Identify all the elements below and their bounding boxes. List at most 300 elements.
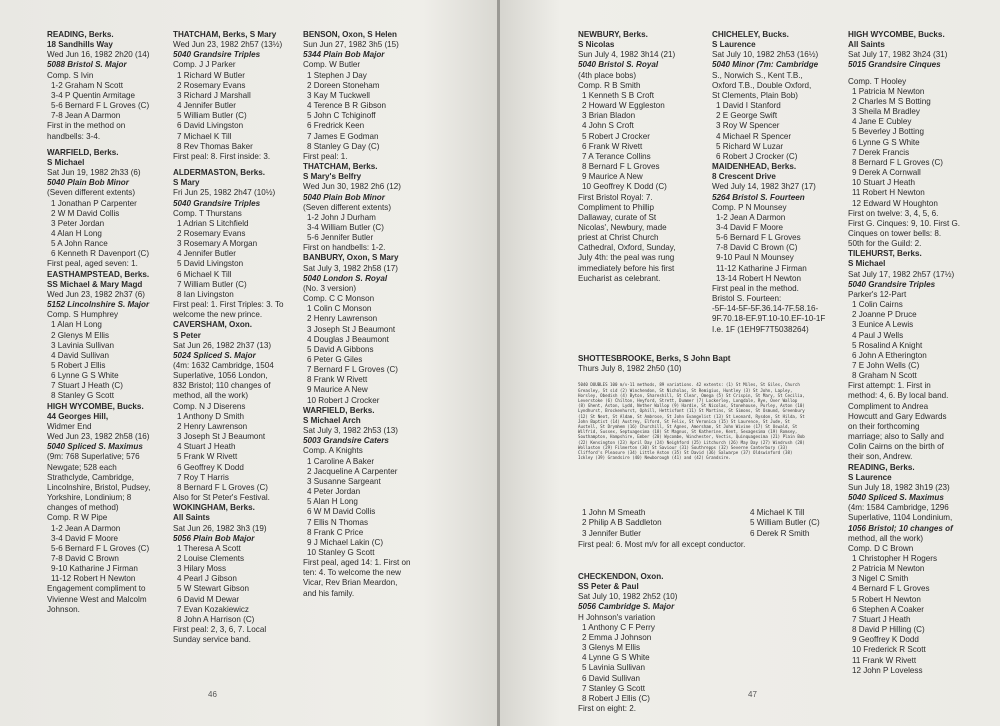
peal-dedication: SS Peter & Paul xyxy=(578,582,639,592)
ringer-line: 10 Stuart J Heath xyxy=(852,178,915,188)
ringer-line: 3 Eunice A Lewis xyxy=(852,320,914,330)
ringer-line: 11 Frank W Rivett xyxy=(852,655,917,665)
ringer-line: 8 Ian Livingston xyxy=(177,289,234,299)
ringer-line: 4 John S Croft xyxy=(582,121,634,131)
ringer-line: 3 Joseph St J Beaumont xyxy=(177,432,266,442)
text-line: Strathclyde, Cambridge, xyxy=(47,472,134,482)
text-line: their son, Andrew. xyxy=(848,452,913,462)
peal-location: WARFIELD, Berks. xyxy=(303,405,375,415)
ringer-line: 5-6 Jennifer Butler xyxy=(307,233,374,243)
text-line: First G. Cinques: 9, 10. First G. xyxy=(848,218,960,228)
ringer-line: 1 Stephen J Day xyxy=(307,70,367,80)
text-line: Eucharist as celebrant. xyxy=(578,273,661,283)
checkendon-block xyxy=(578,572,708,714)
ringer-line: 11-12 Robert H Newton xyxy=(51,574,136,584)
text-line: First attempt: 1. First in xyxy=(848,381,931,391)
ringer-line: 2 Patricia M Newton xyxy=(852,564,925,574)
text-line: Sat July 17, 1982 3h24 (31) xyxy=(848,50,948,60)
peal-method: 5015 Grandsire Cinques xyxy=(848,60,941,70)
text-line: Comp. A Knights xyxy=(303,446,363,456)
shottesbrooke-date: Thurs July 8, 1982 2h50 (10) xyxy=(578,364,682,374)
ringer-line: 9 Maurice A New xyxy=(582,172,643,182)
peal-location: WOKINGHAM, Berks. xyxy=(173,503,255,513)
peal-location: WARFIELD, Berks. xyxy=(47,147,119,157)
text-line: Yorkshire, Londinium; 8 xyxy=(47,493,132,503)
peal-method: 5040 Spliced S. Maximus xyxy=(47,442,143,452)
ringer-line: 5 William Butler (C) xyxy=(177,111,247,121)
peal-dedication: All Saints xyxy=(173,513,210,523)
ringer-line: 7 Stanley G Scott xyxy=(582,683,645,693)
text-line: Sun Jun 27, 1982 3h5 (15) xyxy=(303,40,399,50)
text-line: priest at Christ Church xyxy=(578,233,659,243)
ringer-line: 6 David M Dewar xyxy=(177,594,240,604)
ringer-line: 9-10 Katharine J Firman xyxy=(51,564,138,574)
peal-dedication: S Nicolas xyxy=(578,40,615,50)
text-line: Bristol S. Fourteen: xyxy=(712,294,782,304)
right-column-3 xyxy=(848,30,978,676)
ringer-line: 6 Stephen A Coaker xyxy=(852,604,924,614)
peal-location: THATCHAM, Berks, S Mary xyxy=(173,30,277,39)
text-line: First peal: 1. First Triples: 3. To xyxy=(173,300,284,310)
text-line: and his family. xyxy=(303,588,355,598)
ringer-line: 7 A Terance Collins xyxy=(582,151,651,161)
text-line: Newgate; 528 each xyxy=(47,462,117,472)
ringer-line: 5-6 Bernard F L Groves (C) xyxy=(51,101,150,111)
peal-location: CAVERSHAM, Oxon. xyxy=(173,320,252,330)
peal-dedication: S Michael xyxy=(47,157,85,167)
peal-location: NEWBURY, Berks. xyxy=(578,30,648,39)
peal-dedication: S Peter xyxy=(173,330,201,340)
text-line: Oxford T.B., Double Oxford, xyxy=(712,80,812,90)
peal-method: 5040 Grandsire Triples xyxy=(173,50,261,60)
text-line: Comp. W Butler xyxy=(303,60,361,70)
ringer-line: 8 Bernard F L Groves (C) xyxy=(177,482,269,492)
ringer-line: 4 Michael K Till xyxy=(750,508,805,518)
ringer-line: 6 Geoffrey K Dodd xyxy=(177,462,244,472)
text-line: Sat Jun 26, 1982 3h3 (19) xyxy=(173,523,267,533)
text-line: Also for St Peter's Festival. xyxy=(173,493,270,503)
text-line: Sat Jun 26, 1982 2h37 (13) xyxy=(173,340,272,350)
text-line: method: 4, 6. By local band. xyxy=(848,391,949,401)
ringer-line: 1-2 John J Durham xyxy=(307,212,376,222)
text-line: Compliment to Andrea xyxy=(848,401,929,411)
left-page xyxy=(0,0,498,726)
ringer-line: 8 Stanley G Scott xyxy=(51,391,114,401)
text-line: welcome the new prince. xyxy=(173,310,263,320)
text-line: (Seven different extents) xyxy=(303,202,392,212)
ringer-line: 10 Geoffrey K Dodd (C) xyxy=(582,182,667,192)
text-line: Wed Jun 16, 1982 2h20 (14) xyxy=(47,50,150,60)
peal-dedication: S Michael xyxy=(848,259,886,269)
text-line: Vicar, Rev Brian Meardon, xyxy=(303,578,398,588)
ringer-line: 5 Robert J Crocker xyxy=(582,131,650,141)
text-line: S., Norwich S., Kent T.B., xyxy=(712,70,803,80)
ringer-line: 5 William Butler (C) xyxy=(750,518,820,528)
text-line: (4th place bobs) xyxy=(578,70,637,80)
methods-text: 5040 DOUBLES 100 m/v-11 methods, 89 variations. 42 extents: (1) St Miles, St Giles, Church Greasley, St sid (2) Winchendon, St Nicholas, St Remigius, Huntley (3) St John, Lapley, Horsley, Obedish (4) Byton, Shareshill, St Clear, Omega (5) St Crispin, St Mary, St Cecilia, Leverstoke (6) Chilton, Heyford, Strett, Dummer (7) Lockerley, Longdale, Rye, Over Wallop (8) Ghent, Aston, Lydd, Nether Wallop (9) Hardie, St Nicolas, Stonehouse, Purley, Aston (10) Lyndhurst, Brockenhurst, Ophill, Hettisfont (11) St Martins, St Simons, St Osmund, Greenbury (12) St Neot, St Aldam, St Ambrose, St John Evangelist (13) St Leonard, Rysdon, St Hilda, St John Baptist (14) Austrey, Elford, St Felix, St Veronica (15) St Laurence, St Jude, St Austell, St Drymhem (16) Churchill, St Agnes, Amersham, St John Wivine (17) St Oswald, St Wilfrid, Sussex, Septuagesima (18) St Magnus, St Katherine, Kent, Sexagesima (19) Romsey, Southampton, Hampshire, Ember (20) Wycombe, Winchester, Vectis, Quinquagesima (21) Plain Bob (22) Kensington (23) April Day (24) Neighford (25) Litchurch (26) May Day (27) Windrush (28) Wollaston (29) Filmerton (30) St Saviour (31) Southrepps (32) Severne Canterbury (33) Clifford's Pleasure (34) Little Aston (35) St David (36) Salwarpe (37) Oldswinford (38) Ickley (39) Grandsire (40) Newborough (41) and (42) Grandsire. xyxy=(578,382,805,461)
ringer-line: 1 Colin Cairns xyxy=(852,300,903,310)
text-line: Sun July 18, 1982 3h19 (23) xyxy=(848,482,950,492)
ringer-line: 1 Richard W Butler xyxy=(177,70,245,80)
text-line: (9m: 768 Superlative; 576 xyxy=(47,452,140,462)
ringer-line: 3 Lavinia Sullivan xyxy=(51,340,114,350)
ringer-line: 4 Peter Jordan xyxy=(307,487,361,497)
ringer-line: 9 Maurice A New xyxy=(307,385,368,395)
peal-location: READING, Berks. xyxy=(848,462,915,472)
ringer-line: 1 Caroline A Baker xyxy=(307,456,375,466)
text-line: H Johnson's variation xyxy=(578,612,656,622)
text-line: Compliment to Phillip xyxy=(578,202,655,212)
peal-method: 5040 Plain Bob Minor xyxy=(47,178,129,188)
text-line: I.e. 1F (1EH9F7T5038264) xyxy=(712,324,809,334)
text-line: Vivienne West and Malcolm xyxy=(47,594,147,604)
ringer-line: 3 Kay M Tuckwell xyxy=(307,90,370,100)
ringer-line: 2 Glenys M Ellis xyxy=(51,330,110,340)
peal-method: 5088 Bristol S. Major xyxy=(47,60,127,70)
text-line: Engagement compliment to xyxy=(47,584,146,594)
ringer-line: 1 Patricia M Newton xyxy=(852,86,925,96)
text-line: Parker's 12-Part xyxy=(848,289,907,299)
ringer-line: 6 Robert J Crocker (C) xyxy=(716,151,798,161)
ringer-line: 7 William Butler (C) xyxy=(177,279,247,289)
ringer-line: 7 Stuart J Heath (C) xyxy=(51,381,123,391)
ringer-line: 3-4 David F Moore xyxy=(51,533,119,543)
text-line: method, all the work) xyxy=(173,391,249,401)
peal-method: 5264 Bristol S. Fourteen xyxy=(712,192,805,202)
text-line: First on twelve: 3, 4, 5, 6. xyxy=(848,208,939,218)
text-line: First peal, aged 14: 1. First on xyxy=(303,558,411,568)
ringer-line: 4 Douglas J Beaumont xyxy=(307,334,389,344)
ringer-line: 3 Rosemary A Morgan xyxy=(177,239,258,249)
text-line: 832 Bristol; 110 changes of xyxy=(173,381,271,391)
ringer-line: 3 Sheila M Bradley xyxy=(852,107,920,117)
ringer-line: 5 David Livingston xyxy=(177,259,244,269)
ringer-line: 5 Frank W Rivett xyxy=(177,452,238,462)
ringer-line: 4 Michael R Spencer xyxy=(716,131,792,141)
text-line: immediately before his first xyxy=(578,263,675,273)
text-line: method, all the work) xyxy=(848,533,924,543)
ringer-line: 8 Bernard F L Groves (C) xyxy=(852,157,944,167)
text-line: Sat July 17, 1982 2h57 (17½) xyxy=(848,269,955,279)
ringer-line: 8 Bernard F L Groves xyxy=(582,162,660,172)
text-line: First peal in the method. xyxy=(712,283,799,293)
text-line: First in the method on xyxy=(47,121,126,131)
text-line: handbells: 3-4. xyxy=(47,131,101,141)
peal-method: 5003 Grandsire Caters xyxy=(303,436,389,446)
text-line: First peal: 2, 3, 6, 7. Local xyxy=(173,625,267,635)
ringer-line: 6 John A Etherington xyxy=(852,350,927,360)
ringer-line: 2 Jacqueline A Carpenter xyxy=(307,466,398,476)
ringer-line: 5 Alan H Long xyxy=(307,497,358,507)
ringer-line: 4 Stuart J Heath xyxy=(177,442,236,452)
peal-method: 5024 Spliced S. Major xyxy=(173,350,256,360)
text-line: First peal, aged seven: 1. xyxy=(47,259,138,269)
ringer-line: 3 Joseph St J Beaumont xyxy=(307,324,396,334)
peal-location: BENSON, Oxon, S Helen xyxy=(303,30,397,39)
shottesbrooke-methods xyxy=(578,382,806,502)
ringer-line: 6 David Sullivan xyxy=(582,673,641,683)
ringer-line: 1 John M Smeath xyxy=(582,508,646,518)
ringer-line: 7-8 David C Brown (C) xyxy=(716,243,798,253)
peal-method: 5344 Plain Bob Major xyxy=(303,50,385,60)
text-line: (4m: 1584 Cambridge, 1296 xyxy=(848,503,949,513)
text-line: on their forthcoming xyxy=(848,421,920,431)
ringer-line: 4 Alan H Long xyxy=(51,228,102,238)
text-line: Comp. P N Mounsey xyxy=(712,202,787,212)
text-line: Sat Jun 19, 1982 2h33 (6) xyxy=(47,168,141,178)
text-line: Superlative, 1056 London, xyxy=(173,371,268,381)
ringer-line: 1 Adrian S Litchfield xyxy=(177,218,249,228)
ringer-line: 5 Lavinia Sullivan xyxy=(582,663,645,673)
ringer-line: 7 E John Wells (C) xyxy=(852,361,920,370)
ringer-line: 3 Peter Jordan xyxy=(51,218,105,228)
peal-location: TILEHURST, Berks. xyxy=(848,249,922,259)
right-column-1 xyxy=(578,30,708,284)
ringer-line: 1 David I Stanford xyxy=(716,101,781,111)
ringer-line: 8 Frank C Price xyxy=(307,527,364,537)
ringer-line: 5-6 Bernard F L Groves (C) xyxy=(51,543,150,553)
ringer-line: 4 Bernard F L Groves xyxy=(852,584,930,594)
text-line: Widmer End xyxy=(47,421,92,431)
text-line: Sat July 10, 1982 2h52 (10) xyxy=(578,592,678,602)
text-line: Comp. N J Diserens xyxy=(173,401,246,411)
text-line: First Bristol Royal: 7. xyxy=(578,192,653,202)
ringer-line: 5-6 Bernard F L Groves xyxy=(716,233,801,243)
ringer-line: 2 Doreen Stoneham xyxy=(307,80,380,90)
ringer-line: 6 Lynne G S White xyxy=(51,371,119,381)
ringers-left xyxy=(578,508,662,538)
peal-location: READING, Berks. xyxy=(47,30,114,39)
text-line: Howcutt and Gary Edwards xyxy=(848,411,947,421)
ringer-line: 6 Fredrick Keen xyxy=(307,121,365,131)
ringer-line: 2 Emma J Johnson xyxy=(582,632,652,642)
ringer-line: 10 Stanley G Scott xyxy=(307,547,375,557)
text-line: First peal: 8. First inside: 3. xyxy=(173,151,271,161)
ringer-line: 1 Christopher H Rogers xyxy=(852,553,938,563)
peal-location: EASTHAMPSTEAD, Berks. xyxy=(47,269,150,279)
text-line: Wed Jun 23, 1982 2h57 (13½) xyxy=(173,40,283,50)
text-line: Wed Jun 23, 1982 2h37 (6) xyxy=(47,289,145,299)
text-line: Wed Jun 30, 1982 2h6 (12) xyxy=(303,182,401,192)
peal-dedication: S Laurence xyxy=(712,40,756,50)
ringer-line: 2 E George Swift xyxy=(716,111,778,121)
right-column-2 xyxy=(712,30,844,335)
text-line: Comp. T Thurstans xyxy=(173,208,242,218)
ringer-line: 7 Roy T Harris xyxy=(177,472,229,482)
text-line: Wed July 14, 1982 3h27 (17) xyxy=(712,182,816,192)
text-line: Dallaway, curate of St xyxy=(578,212,657,222)
peal-method: 5040 Spliced S. Maximus xyxy=(848,493,944,503)
text-line: Comp. D C Brown xyxy=(848,543,914,553)
text-line: Sat July 3, 1982 2h58 (17) xyxy=(303,263,398,273)
peal-location: ALDERMASTON, Berks. xyxy=(173,168,266,178)
ringer-line: 5 David A Gibbons xyxy=(307,344,374,354)
text-line: (Seven different extents) xyxy=(47,188,136,198)
peal-location: CHECKENDON, Oxon. xyxy=(578,572,664,581)
ringer-line: 2 Louise Clements xyxy=(177,553,245,563)
ringer-line: 4 David Sullivan xyxy=(51,350,110,360)
peal-dedication: S Mary's Belfry xyxy=(303,172,362,182)
text-line: Comp. T Hooley xyxy=(848,76,907,86)
text-line: marriage; also to Sally and xyxy=(848,432,944,442)
peal-location: HIGH WYCOMBE, Bucks. xyxy=(47,401,144,411)
peal-method: 1056 Bristol; 10 changes of xyxy=(848,523,953,533)
text-line: Comp. J J Parker xyxy=(173,60,236,70)
ringer-line: 1-2 Jean A Darmon xyxy=(716,212,786,222)
peal-method: 5040 London S. Royal xyxy=(303,273,388,283)
peal-method: 5040 Minor (7m: Cambridge xyxy=(712,60,819,70)
ringer-line: 3 Nigel C Smith xyxy=(852,574,909,584)
left-column-2 xyxy=(173,30,298,645)
text-line: Comp. R W Pipe xyxy=(47,513,108,523)
text-line: Nicolas', Newbury, made xyxy=(578,222,667,232)
ringer-line: 2 Joanne P Druce xyxy=(852,310,917,320)
ringer-line: 1 Anthony C F Perry xyxy=(582,622,655,632)
ringer-line: 9 Geoffrey K Dodd xyxy=(852,635,919,645)
ringer-line: 7 Bernard F L Groves (C) xyxy=(307,365,399,375)
ringer-line: 11 Robert H Newton xyxy=(852,188,925,198)
ringer-line: 2 Philip A B Saddleton xyxy=(582,518,662,528)
text-line: Sat July 10, 1982 2h53 (16½) xyxy=(712,50,819,60)
ringer-line: 6 Derek R Smith xyxy=(750,528,810,538)
ringer-line: 9 J Michael Lakin (C) xyxy=(307,537,384,547)
ringer-line: 8 John A Harrison (C) xyxy=(177,614,255,624)
ringer-line: 9-10 Paul N Mounsey xyxy=(716,253,794,263)
ringer-line: 4 Lynne G S White xyxy=(582,653,650,663)
ringer-line: 10 Robert J Crocker xyxy=(307,395,380,405)
ringer-line: 8 Robert J Ellis (C) xyxy=(582,693,650,703)
ringer-line: 5 Robert H Newton xyxy=(852,594,921,604)
text-line: Comp. S Humphrey xyxy=(47,310,119,320)
text-line: July 4th: the peal was rung xyxy=(578,253,675,263)
ringer-line: 5 Robert J Ellis xyxy=(51,361,106,370)
shottesbrooke-header: SHOTTESBROOKE, Berks, S John Bapt xyxy=(578,354,731,363)
peal-method: 5056 Plain Bob Major xyxy=(173,533,255,543)
peal-method: 5040 Grandsire Triples xyxy=(848,279,936,289)
shottesbrooke-block xyxy=(578,354,838,550)
ringer-line: 8 Stanley G Day (C) xyxy=(307,141,380,151)
ringer-line: 1 Kenneth S B Croft xyxy=(582,90,654,100)
ringer-line: 6 Frank W Rivett xyxy=(582,141,643,151)
ringer-line: 5 Richard W Luzar xyxy=(716,141,784,151)
ringer-line: 12 Edward W Houghton xyxy=(852,198,938,208)
ringer-line: 5 John C Tchiginoff xyxy=(307,111,376,121)
ringer-line: 1 Colin C Monson xyxy=(307,304,372,314)
text-line: -5F-14-5F-5F.36.14-7F.58.16- xyxy=(712,304,819,314)
ringer-line: 5 Beverley J Botting xyxy=(852,127,924,137)
ringer-line: 1 Alan H Long xyxy=(51,320,102,330)
ringer-line: 2 Henry Lawrenson xyxy=(177,421,248,431)
left-column-3 xyxy=(303,30,428,599)
ringer-line: 7-8 David C Brown xyxy=(51,553,119,563)
ringer-line: 6 W M David Collis xyxy=(307,507,376,517)
text-line: (4m: 1632 Cambridge, 1504 xyxy=(173,361,274,370)
text-line: (No. 3 version) xyxy=(303,283,357,293)
ringer-line: 6 Peter G Giles xyxy=(307,355,363,364)
ringer-line: 4 Terence B R Gibson xyxy=(307,101,387,111)
ringer-line: 6 Lynne G S White xyxy=(852,137,920,147)
ringer-line: 1 Anthony D Smith xyxy=(177,411,245,421)
ringer-line: 3-4 P Quentin Armitage xyxy=(51,90,135,100)
text-line: Cathedral, Oxford, Sunday, xyxy=(578,243,676,253)
ringer-line: 3 Susanne Sargeant xyxy=(307,476,381,486)
ringer-line: 3 Richard J Marshall xyxy=(177,90,251,100)
ringer-line: 7 Derek Francis xyxy=(852,147,910,157)
peal-dedication: 8 Crescent Drive xyxy=(712,172,776,182)
ringer-line: 7 Michael K Till xyxy=(177,131,232,141)
peal-dedication: 44 Georges Hill, xyxy=(47,411,109,421)
ringer-line: 2 Charles M S Botting xyxy=(852,96,931,106)
peal-location: THATCHAM, Berks. xyxy=(303,162,378,172)
text-line: 9F.70.18-EF.9T.10-10.EF-10-1F xyxy=(712,314,826,324)
shottesbrooke-ringers xyxy=(578,508,838,540)
peal-method: 5040 Grandsire Triples xyxy=(173,198,261,208)
ringer-line: 4 Jennifer Butler xyxy=(177,249,236,259)
ringer-line: 7 Evan Kozakiewicz xyxy=(177,604,249,614)
peal-dedication: 18 Sandhills Way xyxy=(47,40,113,50)
peal-dedication: S Mary xyxy=(173,178,200,188)
ringer-line: 1 Jonathan P Carpenter xyxy=(51,198,137,208)
text-line: Wed Jun 23, 1982 2h58 (16) xyxy=(47,432,150,442)
ringer-line: 2 Howard W Eggleston xyxy=(582,101,665,111)
ringer-line: 3-4 William Butler (C) xyxy=(307,222,384,232)
ringer-line: 11-12 Katharine J Firman xyxy=(716,263,807,273)
text-line: changes of method) xyxy=(47,503,119,513)
text-line: Comp. S Ivin xyxy=(47,70,94,80)
peal-location: CHICHELEY, Bucks. xyxy=(712,30,789,39)
ringer-line: 12 John P Loveless xyxy=(852,665,923,675)
ringer-line: 4 Pearl J Gibson xyxy=(177,574,237,584)
text-line: Superlative, 1104 Londinium, xyxy=(848,513,953,523)
text-line: Johnson. xyxy=(47,604,80,614)
peal-dedication: S Laurence xyxy=(848,472,892,482)
text-line: Comp. R B Smith xyxy=(578,80,641,90)
ringer-line: 5 W Stewart Gibson xyxy=(177,584,249,594)
peal-method: 5040 Plain Bob Minor xyxy=(303,192,385,202)
ringer-line: 3 Jennifer Butler xyxy=(582,528,641,538)
text-line: First on handbells: 1-2. xyxy=(303,243,386,253)
text-line: Cinques on tower bells: 8. xyxy=(848,228,942,238)
text-line: Fri Jun 25, 1982 2h47 (10½) xyxy=(173,188,276,198)
ringer-line: 4 Jennifer Butler xyxy=(177,101,236,111)
text-line: Sun July 4, 1982 3h14 (21) xyxy=(578,50,676,60)
ringer-line: 7 James E Godman xyxy=(307,131,379,141)
ringer-line: 8 Graham N Scott xyxy=(852,371,917,381)
ringer-line: 1-2 Graham N Scott xyxy=(51,80,123,90)
ringer-line: 6 Michael K Till xyxy=(177,269,232,279)
text-line: First peal: 1. xyxy=(303,151,348,161)
peal-location: HIGH WYCOMBE, Bucks. xyxy=(848,30,945,39)
page-number-right: 47 xyxy=(748,690,757,699)
ringer-line: 4 Jane E Cubley xyxy=(852,117,912,127)
ringer-line: 1-2 Jean A Darmon xyxy=(51,523,121,533)
ringer-line: 13-14 Robert H Newton xyxy=(716,273,802,283)
text-line: Lincolnshire, Bristol, Pudsey, xyxy=(47,482,151,492)
ringer-line: 4 Paul J Wells xyxy=(852,330,904,340)
peal-dedication: All Saints xyxy=(848,40,885,50)
ringer-line: 2 Henry Lawrenson xyxy=(307,314,378,324)
peal-method: 5152 Lincolnshire S. Major xyxy=(47,300,150,310)
left-column-1 xyxy=(47,30,175,615)
text-line: Sunday service band. xyxy=(173,635,251,645)
ringer-line: 9 Derek A Cornwall xyxy=(852,168,921,178)
text-line: Comp. C C Monson xyxy=(303,294,375,304)
ringer-line: 1 Theresa A Scott xyxy=(177,543,241,553)
ringer-line: 3 Glenys M Ellis xyxy=(582,643,641,653)
ringers-right xyxy=(746,508,820,538)
peal-location: MAIDENHEAD, Berks. xyxy=(712,162,797,172)
ringer-line: 6 Kenneth R Davenport (C) xyxy=(51,249,150,259)
